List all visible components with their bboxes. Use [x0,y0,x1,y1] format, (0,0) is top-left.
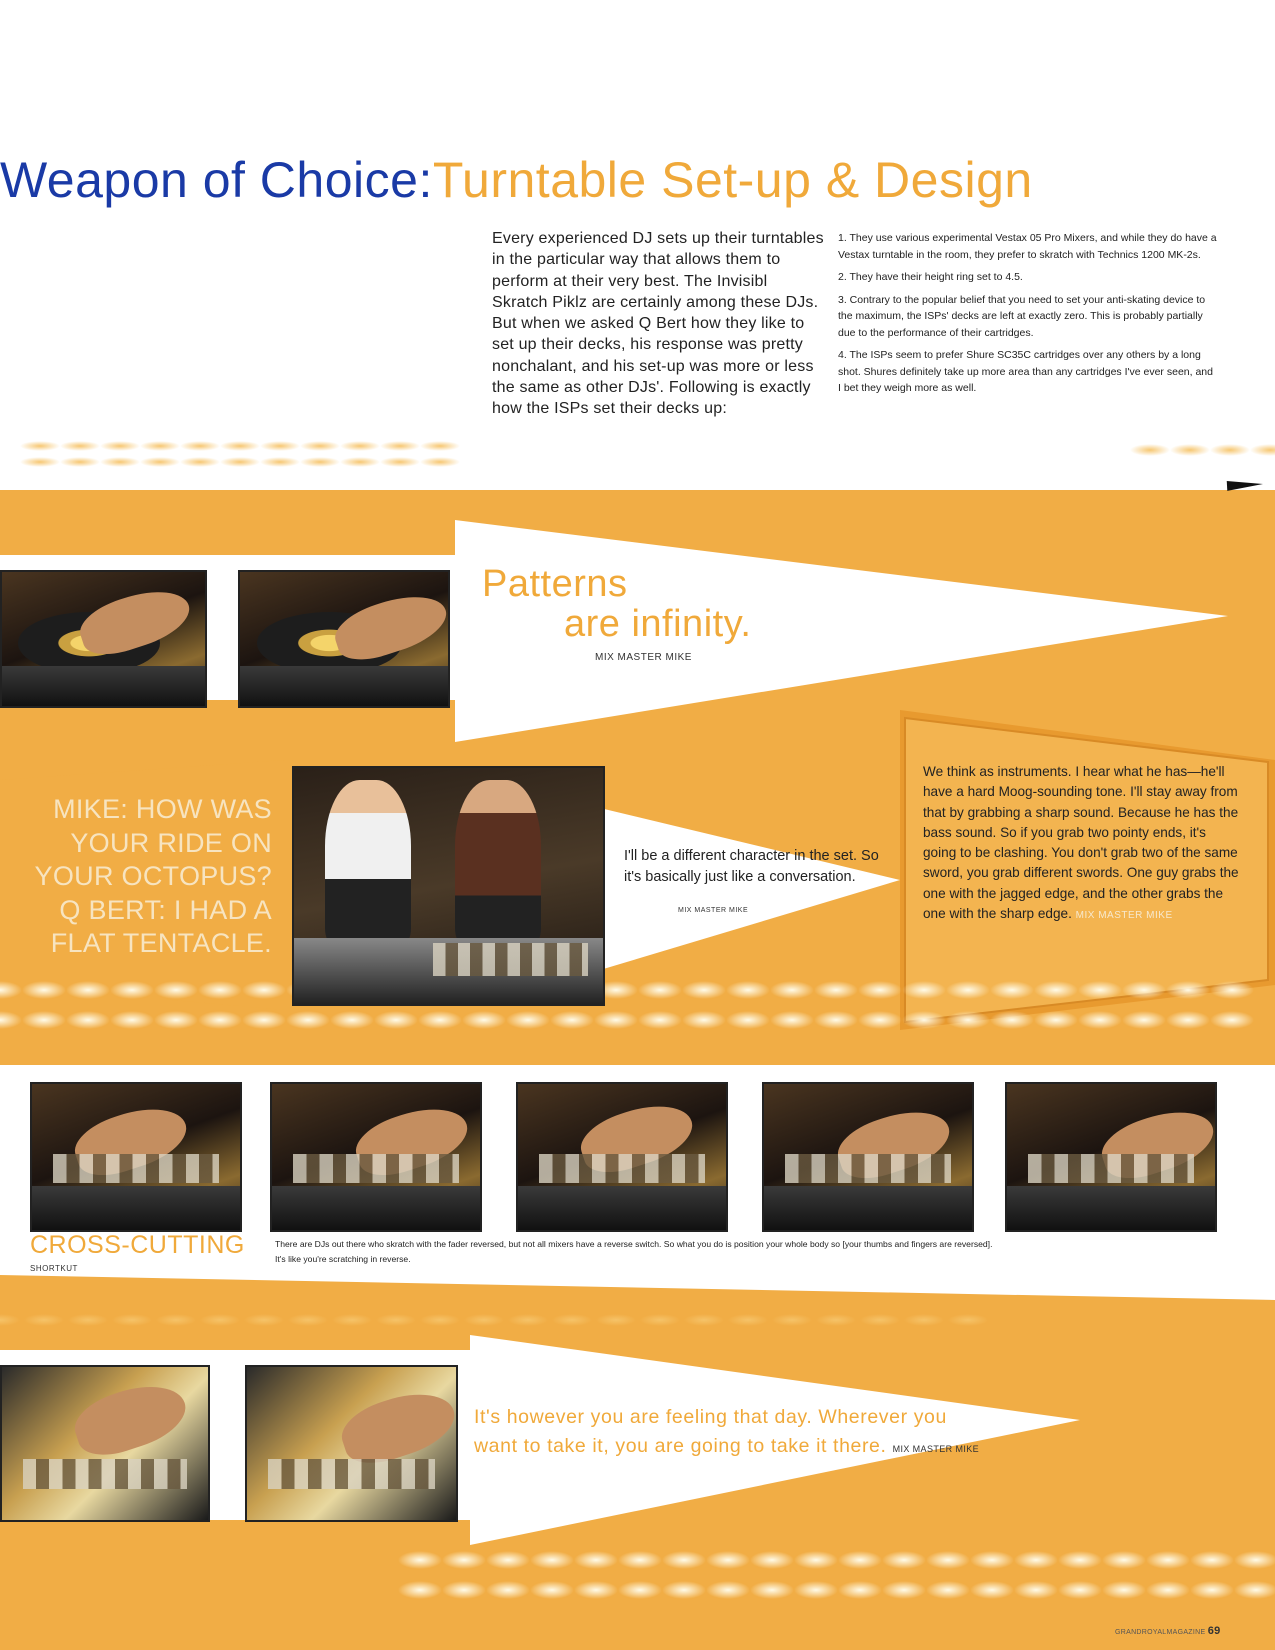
light-dot [640,1314,680,1326]
light-dot [926,1551,970,1569]
quote-instruments [923,762,1241,926]
light-dot [860,1314,900,1326]
photo-sequence-2 [270,1082,482,1232]
light-dot [682,981,726,999]
light-dot [198,1011,242,1029]
light-dot [420,1314,460,1326]
photo-sequence-3 [516,1082,728,1232]
light-dot [902,981,946,999]
photo-mixer-2 [245,1365,458,1522]
light-dot [882,1581,926,1599]
light-dot [970,1551,1014,1569]
point-4: 4. The ISPs seem to prefer Shure SC35C cartridges over any others by a long shot. Shures definitely take up more area than any cartridges I've ever seen, and I bet they weigh more as well. [838,349,1213,394]
photo-scratch-2 [238,570,450,708]
light-dot [530,1551,574,1569]
light-dot [1166,1011,1210,1029]
light-dot [990,981,1034,999]
light-dot [200,1314,240,1326]
light-dot [706,1581,750,1599]
photo-sequence-5 [1005,1082,1217,1232]
light-dot [242,981,286,999]
light-dot [726,981,770,999]
light-dot [1190,1551,1234,1569]
light-dot [154,981,198,999]
light-dot [1210,1011,1254,1029]
light-dot [1078,981,1122,999]
light-dot [418,1011,462,1029]
light-dot [946,1011,990,1029]
light-dot [508,1314,548,1326]
point-2: 2. They have their height ring set to 4.5. [838,271,1023,283]
headline-part-1: Weapon of Choice: [0,152,433,208]
light-dot [22,1011,66,1029]
quote-patterns [482,564,751,644]
light-dot [374,1011,418,1029]
light-dot [332,1314,372,1326]
light-dot [858,1011,902,1029]
light-dot [946,981,990,999]
light-dot [990,1011,1034,1029]
light-dot [638,981,682,999]
light-dot [1130,444,1170,456]
light-dot [398,1581,442,1599]
light-dot [156,1314,196,1326]
light-dot [1102,1581,1146,1599]
side-quote-line-4: Q BERT: I HAD A [59,894,272,925]
light-dot [286,1011,330,1029]
light-dot [552,1314,592,1326]
light-dot [618,1551,662,1569]
light-dot [684,1314,724,1326]
light-dot [1014,1581,1058,1599]
headline-part-2: Turntable Set-up & Design [432,152,1033,208]
light-dot [596,1314,636,1326]
light-dot [462,1011,506,1029]
light-dot [814,981,858,999]
light-dot [530,1581,574,1599]
light-dot [682,1011,726,1029]
light-dot [154,1011,198,1029]
light-dot [24,1314,64,1326]
quote-patterns-line-1: Patterns [482,563,628,605]
light-dot [574,1581,618,1599]
light-dot [662,1551,706,1569]
light-dot [288,1314,328,1326]
headline [0,150,1275,210]
light-dot [100,457,140,467]
light-dot [464,1314,504,1326]
light-dot [902,1011,946,1029]
photo-djs [292,766,605,1006]
light-dot [926,1581,970,1599]
light-dot [550,1011,594,1029]
light-dot [442,1551,486,1569]
light-dot [340,441,380,451]
light-dot [838,1551,882,1569]
cross-cutting-subtitle: SHORTKUT [30,1264,78,1273]
light-dot [1034,1011,1078,1029]
light-dot [726,1011,770,1029]
light-dot [340,457,380,467]
light-dot [816,1314,856,1326]
cross-cutting-text: There are DJs out there who skratch with the fader reversed, but not all mixers have a reverse switch. So what you do is position your whole body so [your thumbs and fingers are reversed]. It's like you're scratching in reverse. [275,1239,993,1264]
light-dot [420,457,460,467]
setup-points [838,230,1218,403]
light-dot [1190,1581,1234,1599]
light-dot [110,1011,154,1029]
light-dot [242,1011,286,1029]
quote-feeling [474,1403,994,1464]
light-dot [662,1581,706,1599]
light-dot [420,441,460,451]
light-dot [330,1011,374,1029]
light-dot [770,1011,814,1029]
light-dot [20,457,60,467]
photo-sequence-4 [762,1082,974,1232]
quote-character-credit: MIX MASTER MIKE [678,907,749,914]
arrow-marker-icon [1227,479,1263,491]
light-dot [486,1551,530,1569]
light-dot [1058,1581,1102,1599]
light-dot [66,1011,110,1029]
quote-feeling-credit: MIX MASTER MIKE [892,1444,980,1454]
light-dot [948,1314,988,1326]
footer-magazine: GRANDROYALMAGAZINE [1115,1629,1206,1636]
light-dot [838,1581,882,1599]
light-dot [1146,1551,1190,1569]
light-dot [1210,444,1250,456]
light-dot [1014,1551,1058,1569]
quote-patterns-credit: MIX MASTER MIKE [595,652,692,663]
light-dot [300,441,340,451]
light-dot [750,1551,794,1569]
light-dot [794,1551,838,1569]
side-quote-line-3: YOUR OCTOPUS? [34,861,272,891]
light-dot [618,1581,662,1599]
light-dot [180,441,220,451]
light-dot [380,457,420,467]
light-dot [260,457,300,467]
light-dot [110,981,154,999]
quote-instruments-credit: MIX MASTER MIKE [1075,910,1173,922]
photo-scratch-1 [0,570,207,708]
light-dot [574,1551,618,1569]
light-dot [180,457,220,467]
light-dot [244,1314,284,1326]
light-dot [112,1314,152,1326]
light-dot [376,1314,416,1326]
light-dot [772,1314,812,1326]
photo-sequence-1 [30,1082,242,1232]
point-1: 1. They use various experimental Vestax 05 Pro Mixers, and while they do have a Vestax turntable in the room, they prefer to skratch with Technics 1200 MK-2s. [838,232,1217,261]
cross-cutting-title: CROSS-CUTTING [30,1231,245,1259]
light-dot [858,981,902,999]
light-dot [638,1011,682,1029]
side-quote [10,793,272,961]
light-dot [20,441,60,451]
quote-feeling-text: It's however you are feeling that day. Wherever you want to take it, you are going to take it there. [474,1406,947,1457]
page-number: 69 [1207,1625,1221,1637]
light-dot [260,441,300,451]
quote-instruments-text: We think as instruments. I hear what he has—he'll have a hard Moog-sounding tone. I'll stay away from that by grabbing a sharp sound. Because he has the bass sound. So if you grab two pointy ends, it's going to be clashing. You don't grab two of the same sword, you grab different swords. One guy grabs the one with the jagged edge, and the other grabs the one with the sharp edge. [923,764,1239,922]
light-dot [1034,981,1078,999]
light-dot [970,1581,1014,1599]
light-dot [1170,444,1210,456]
side-quote-line-2: YOUR RIDE ON [70,827,272,858]
light-dot [506,1011,550,1029]
light-dot [814,1011,858,1029]
light-dot [1146,1581,1190,1599]
light-dot [380,441,420,451]
intro-paragraph: Every experienced DJ sets up their turntables in the particular way that allows them to perform at their very best. The Invisibl Skratch Piklz are certainly among these DJs. But when we asked Q Bert how they like to set up their decks, his response was pretty nonchalant, and his set-up was more or less the same as other DJs'. Following is exactly how the ISPs set their decks up: [492,230,824,418]
quote-character: I'll be a different character in the set. So it's basically just like a conversation. [624,848,879,885]
photo-mixer-1 [0,1365,210,1522]
light-dot [60,441,100,451]
light-dot [1078,1011,1122,1029]
side-quote-line-5: FLAT TENTACLE. [50,928,272,958]
light-dot [1210,981,1254,999]
light-dot [904,1314,944,1326]
light-dot [300,457,340,467]
light-dot [728,1314,768,1326]
light-dot [66,981,110,999]
light-dot [140,457,180,467]
light-dot [398,1551,442,1569]
light-dot [1058,1551,1102,1569]
light-dot [1166,981,1210,999]
light-dot [198,981,242,999]
page-footer [1115,1625,1221,1637]
light-dot [750,1581,794,1599]
light-dot [60,457,100,467]
light-dot [220,457,260,467]
light-dot [706,1551,750,1569]
light-dot [100,441,140,451]
light-dot [1102,1551,1146,1569]
light-dot [486,1581,530,1599]
light-dot [1122,1011,1166,1029]
light-dot [770,981,814,999]
side-quote-line-1: MIKE: HOW WAS [53,794,272,824]
light-dot [220,441,260,451]
quote-patterns-line-2: are infinity. [564,603,752,645]
point-3: 3. Contrary to the popular belief that you need to set your anti-skating device to the maximum, the ISPs' decks are left at exactly zero. This is probably partially due to the performance of their cartridges. [838,293,1206,339]
light-dot [794,1581,838,1599]
light-dot [1250,444,1275,456]
light-dot [68,1314,108,1326]
light-dot [882,1551,926,1569]
light-dot [594,1011,638,1029]
light-dot [1122,981,1166,999]
light-dot [22,981,66,999]
light-dot [140,441,180,451]
light-dot [442,1581,486,1599]
